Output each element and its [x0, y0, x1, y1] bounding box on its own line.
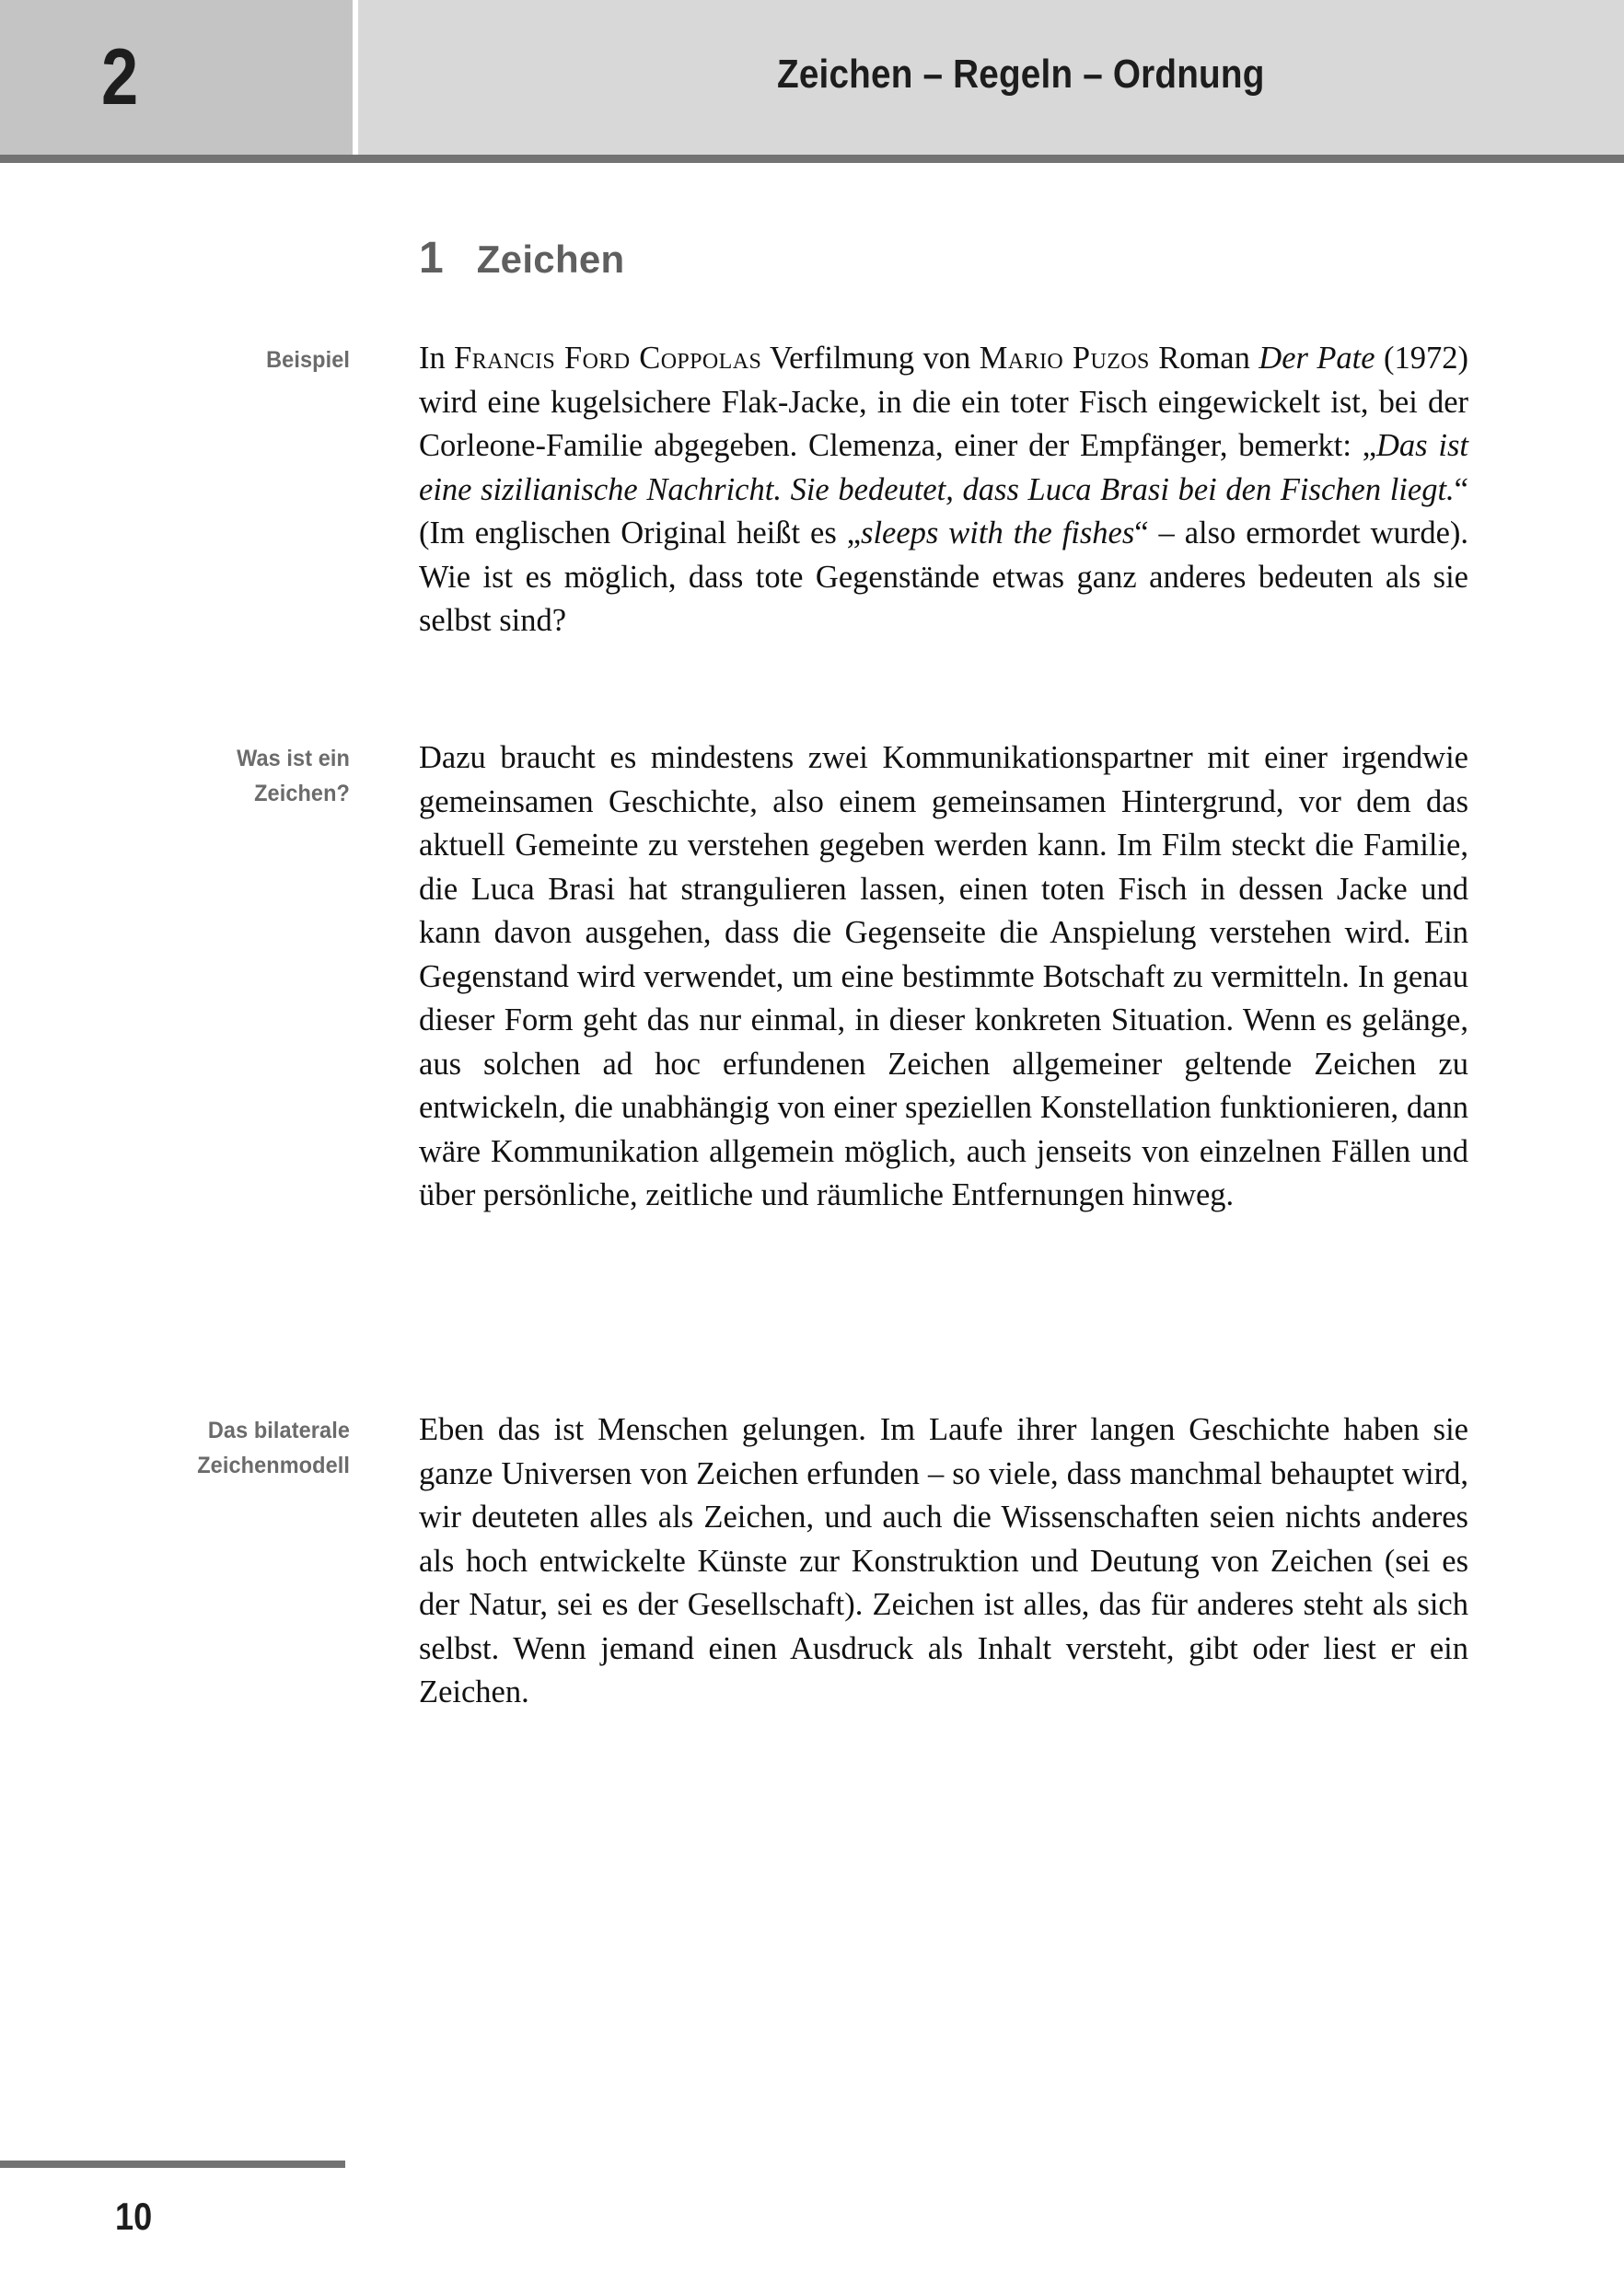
p1-seg6: “ – also ermordet wurde). Wie ist es möglich, dass tote Gegenstände etwas ganz anderes bedeuten als sie selbst sind? [419, 516, 1469, 638]
p1-quote-german: Das ist eine sizilianische Nachricht. Sie bedeutet, dass Luca Brasi bei den Fischen liegt. [419, 428, 1468, 507]
p1-seg1: In [419, 341, 455, 376]
margin-note-line: Zeichenmodell [197, 1453, 350, 1478]
page-number: 10 [115, 2195, 153, 2238]
section-heading-title: Zeichen [476, 238, 625, 281]
header-title-band [358, 0, 1624, 155]
p3-text: Eben das ist Menschen gelungen. Im Laufe ihrer langen Geschichte haben sie ganze Universen von Zeichen erfunden – so viele, dass manchmal behauptet wird, wir deuteten alles als Zeichen, und auch die Wissenschaften seien nichts anderes als hoch entwickelte Künste zur Konstruktion und Deutung von Zeichen (sei es der Natur, sei es der Gesellschaft). Zeichen ist alles, das für anderes steht als sich selbst. Wenn jemand einen Ausdruck als Inhalt versteht, gibt oder liest er ein Zeichen. [419, 1412, 1468, 1709]
p1-seg5: “ (Im englischen Original heißt es „ [419, 471, 1468, 550]
p1-name-puzo: Mario Puzos [979, 341, 1150, 376]
margin-note-bilaterales-zeichenmodell [146, 1413, 350, 1483]
paragraph-beispiel [419, 337, 1468, 643]
p1-name-coppola: Francis Ford Coppolas [454, 341, 762, 376]
chapter-number-box [0, 0, 353, 155]
margin-note-line: Beispiel [266, 347, 350, 373]
margin-note-was-ist-ein-zeichen [146, 741, 350, 811]
margin-note-line: Zeichen? [254, 781, 350, 806]
section-heading [419, 232, 625, 286]
margin-note-beispiel [146, 342, 350, 377]
margin-note-line: Das bilaterale [207, 1418, 350, 1443]
chapter-number: 2 [101, 33, 138, 122]
margin-note-line: Was ist ein [237, 746, 350, 771]
p1-seg4: (1972) wird eine kugelsichere Flak-Jacke, in die ein toter Fisch eingewickelt ist, bei der Corleone-Familie abgegeben. Clemenza, einer der Empfänger, bemerkt: „ [419, 341, 1468, 463]
paragraph-was-ist-ein-zeichen [419, 736, 1468, 1218]
p1-seg3: Roman [1149, 341, 1259, 376]
chapter-title: Zeichen – Regeln – Ordnung [777, 52, 1265, 97]
p1-seg2: Verfilmung von [761, 341, 980, 376]
footer-rule [0, 2161, 345, 2168]
header-bottom-rule [0, 155, 1624, 163]
p1-book-title: Der Pate [1259, 341, 1375, 376]
p1-quote-english: sleeps with the fishes [861, 516, 1135, 550]
page-header [0, 0, 1624, 155]
p2-text: Dazu braucht es mindestens zwei Kommunikationspartner mit einer irgendwie gemeinsamen Geschichte, also einem gemeinsamen Hintergrund, vor dem das aktuell Gemeinte zu verstehen gegeben werden kann. Im Film steckt die Familie, die Luca Brasi hat strangulieren lassen, einen toten Fisch in dessen Jacke und kann davon ausgehen, dass die Gegenseite die Anspielung verstehen wird. Ein Gegenstand wird verwendet, um eine bestimmte Botschaft zu vermitteln. In genau dieser Form geht das nur einmal, in dieser konkreten Situation. Wenn es gelänge, aus solchen ad hoc erfundenen Zeichen allgemeiner geltende Zeichen zu entwickeln, die unabhängig von einer speziellen Konstellation funktionieren, dann wäre Kommunikation allgemein möglich, auch jenseits von einzelnen Fällen und über persönliche, zeitliche und räumliche Entfernungen hinweg. [419, 740, 1468, 1212]
section-heading-number: 1 [419, 234, 444, 283]
paragraph-bilaterales-zeichenmodell [419, 1408, 1468, 1715]
